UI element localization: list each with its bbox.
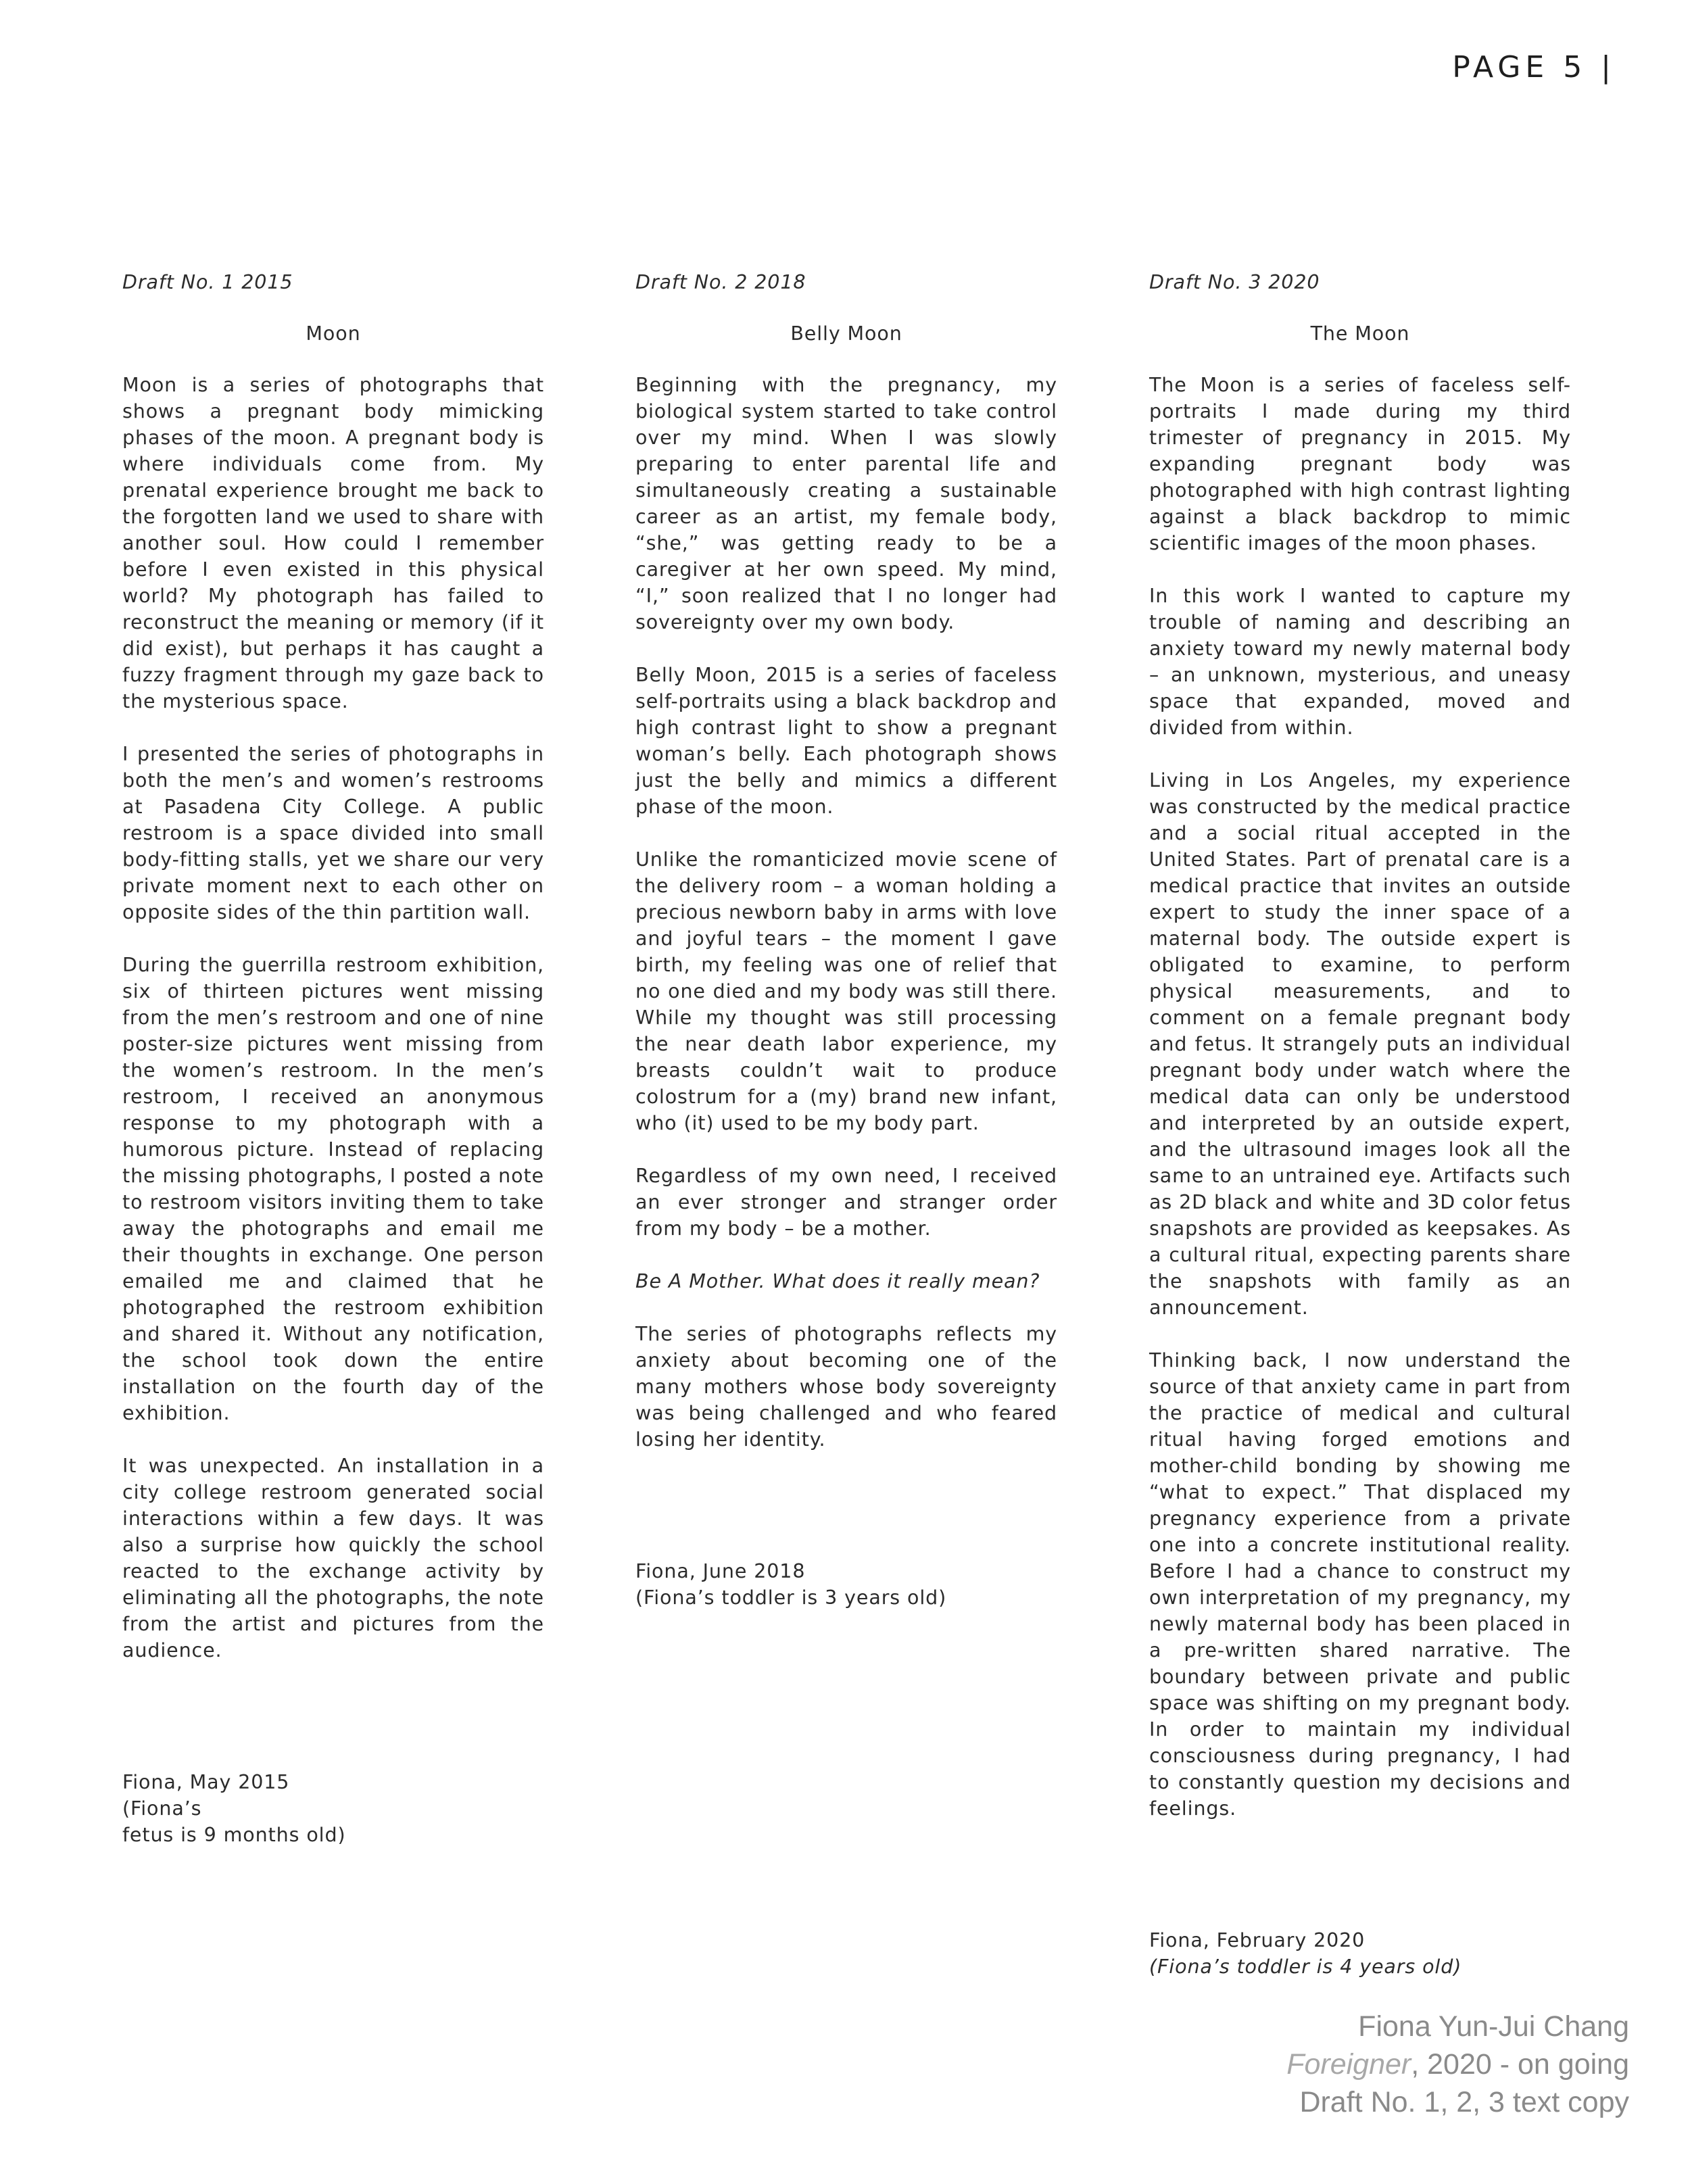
paragraph: Unlike the romanticized movie scene of the delivery room – a woman holding a precious newborn baby in arms with love and joyful tears – the moment I gave birth, my feeling was one of relief that no one died and my body was still there. While my thought was still processing the near death labor experience, my breasts couldn’t wait to produce colostrum for a (my) brand new infant, who (it) used to be my body part. (635, 848, 1057, 1134)
work-year: , 2020 - on going (1411, 2048, 1629, 2081)
footer-credit (1286, 2008, 1629, 2121)
paragraph: Moon is a series of photographs that shows a pregnant body mimicking phases of the moon. A pregnant body is where individuals come from. My prenatal experience brought me back to the forgotten land we used to share with another soul. How could I remember before I even existed in this physical world? My photograph has failed to reconstruct the meaning or memory (if it did exist), but perhaps it has caught a fuzzy fragment through my gaze back to the mysterious space. (122, 374, 544, 712)
paragraph: The series of photographs reflects my anxiety about becoming one of the many mothers whose body sovereignty was being challenged and who feared losing her identity. (635, 1323, 1057, 1451)
paragraph: Thinking back, I now understand the source of that anxiety came in part from the practice of medical and cultural ritual having forged emotions and mother-child bonding by showing me “what to expect.” That displaced my pregnancy experience from a private one into a concrete institutional reality. Before I had a chance to construct my own interpretation of my pregnancy, my newly maternal body has been placed in a pre-written shared narrative. The boundary between private and public space was shifting on my pregnant body. In order to maintain my individual consciousness during pregnancy, I had to constantly question my decisions and feelings. (1149, 1349, 1571, 1820)
paragraph: In this work I wanted to capture my trouble of naming and describing an anxiety toward my newly maternal body – an unknown, mysterious, and uneasy space that expanded, moved and divided from within. (1149, 585, 1571, 739)
paragraph: The Moon is a series of faceless self-portraits I made during my third trimester of pregnancy in 2015. My expanding pregnant body was photographed with high contrast lighting against a black backdrop to mimic scientific images of the moon phases. (1149, 374, 1571, 554)
essay-title: Belly Moon (790, 322, 902, 345)
draft-column-2 (635, 269, 1057, 1611)
paragraph: Regardless of my own need, I received an ever stronger and stranger order from my body – be a mother. (635, 1165, 1057, 1240)
signature-line: (Fiona’s toddler is 4 years old) (1149, 1956, 1462, 1978)
draft-column-1 (122, 269, 544, 1848)
signature-line: (Fiona’s (122, 1797, 202, 1820)
italic-question: Be A Mother. What does it really mean? (635, 1270, 1040, 1292)
paragraph: Beginning with the pregnancy, my biological system started to take control over my mind. When I was slowly preparing to enter parental life and simultaneously creating a sustainable career as an artist, my female body, “she,” was getting ready to be a caregiver at her own speed. My mind, “I,” soon realized that I no longer had sovereignty over my own body. (635, 374, 1057, 633)
signature-line: Fiona, February 2020 (1149, 1929, 1366, 1951)
signature-line: Fiona, May 2015 (122, 1771, 290, 1793)
page-number: PAGE 5 | (1452, 50, 1616, 84)
paragraph: It was unexpected. An installation in a city college restroom generated social interactions within a few days. It was also a surprise how quickly the school reacted to the exchange activity by eliminating all the photographs, the note from the artist and pictures from the audience. (122, 1455, 544, 1661)
paragraph: During the guerrilla restroom exhibition, six of thirteen pictures went missing from the men’s restroom and one of nine poster-size pictures went missing from the women’s restroom. In the men’s restroom, I received an anonymous response to my photograph with a humorous picture. Instead of replacing the missing photographs, I posted a note to restroom visitors inviting them to take away the photographs and email me their thoughts in exchange. One person emailed me and claimed that he photographed the restroom exhibition and shared it. Without any notification, the school took down the entire installation on the fourth day of the exhibition. (122, 954, 544, 1424)
draft-label: Draft No. 3 2020 (1149, 271, 1320, 293)
paragraph: I presented the series of photographs in both the men’s and women’s restrooms at Pasadena City College. A public restroom is a space divided into small body-fitting stalls, yet we share our very private moment next to each other on opposite sides of the thin partition wall. (122, 743, 544, 923)
work-title: Foreigner (1286, 2048, 1411, 2081)
author-name: Fiona Yun-Jui Chang (1358, 2010, 1629, 2043)
work-title-line (1286, 2045, 1629, 2083)
paragraph: Belly Moon, 2015 is a series of faceless self-portraits using a black backdrop and high contrast light to show a pregnant woman’s belly. Each photograph shows just the belly and mimics a different phase of the moon. (635, 664, 1057, 818)
signature-line: fetus is 9 months old) (122, 1824, 346, 1846)
essay-title: Moon (306, 322, 361, 345)
draft-column-3 (1149, 269, 1571, 1980)
paragraph: Living in Los Angeles, my experience was constructed by the medical practice and a social ritual accepted in the United States. Part of prenatal care is a medical practice that invites an outside expert to study the inner space of a maternal body. The outside expert is obligated to examine, to perform physical measurements, and to comment on a female pregnant body and fetus. It strangely puts an individual pregnant body under watch where the medical data can only be understood and interpreted by an outside expert, and the ultrasound images look all the same to an untrained eye. Artifacts such as 2D black and white and 3D color fetus snapshots are provided as keepsakes. As a cultural ritual, expecting parents share the snapshots with family as an announcement. (1149, 769, 1571, 1319)
draft-label: Draft No. 2 2018 (635, 271, 806, 293)
signature-line: Fiona, June 2018 (635, 1560, 806, 1582)
caption: Draft No. 1, 2, 3 text copy (1299, 2086, 1629, 2118)
signature-line: (Fiona’s toddler is 3 years old) (635, 1586, 947, 1609)
draft-label: Draft No. 1 2015 (122, 271, 293, 293)
essay-title: The Moon (1310, 322, 1410, 345)
